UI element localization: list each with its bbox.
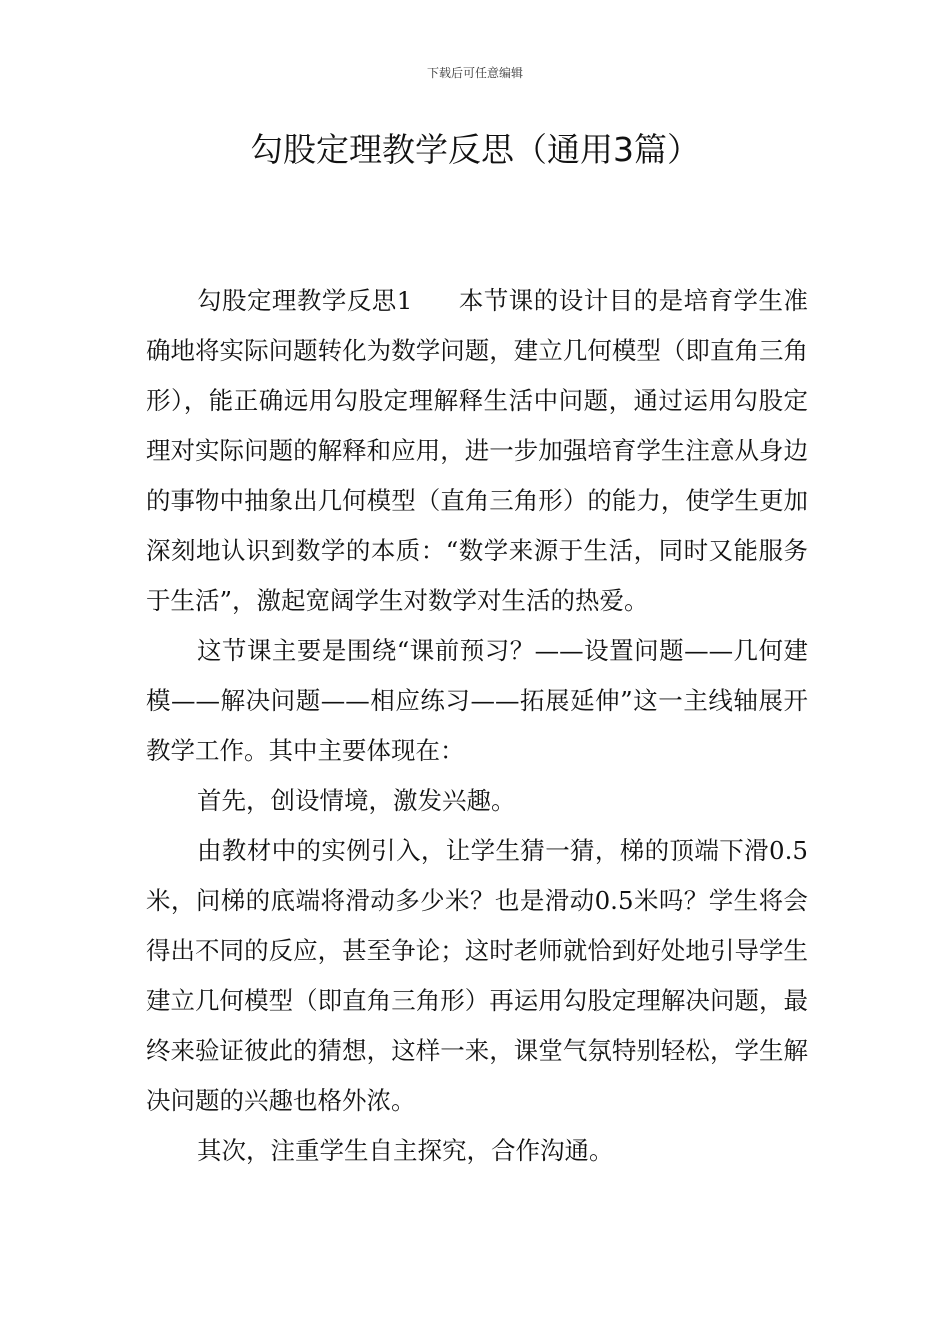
paragraph-3: 首先，创设情境，激发兴趣。 <box>197 786 516 815</box>
paragraph-2: 这节课主要是围绕“课前预习？——设置问题——几何建模——解决问题——相应练习——拓展延伸”这一主线轴展开教学工作。其中主要体现在： <box>146 636 808 765</box>
document-title: 勾股定理教学反思（通用3篇） <box>250 130 700 169</box>
paragraph-4: 由教材中的实例引入，让学生猜一猜，梯的顶端下滑0.5米，问梯的底端将滑动多少米？也是滑动0.5米吗？学生将会得出不同的反应，甚至争论；这时老师就恰到好处地引导学生建立几何模型（即直角三角形）再运用勾股定理解决问题，最终来验证彼此的猜想，这样一来，课堂气氛特别轻松，学生解决问题的兴趣也格外浓。 <box>146 836 808 1115</box>
header-note: 下载后可任意编辑 <box>426 66 523 80</box>
section-heading: 勾股定理教学反思1 <box>197 286 413 315</box>
paragraph-intro <box>146 276 808 626</box>
document-body <box>146 276 808 1176</box>
paragraph-5: 其次，注重学生自主探究，合作沟通。 <box>197 1136 614 1165</box>
paragraph-1-text: 本节课的设计目的是培育学生准确地将实际问题转化为数学问题，建立几何模型（即直角三角形），能正确远用勾股定理解释生活中问题，通过运用勾股定理对实际问题的解释和应用，进一步加强培育学生注意从身边的事物中抽象出几何模型（直角三角形）的能力，使学生更加深刻地认识到数学的本质：“数学来源于生活，同时又能服务于生活”，激起宽阔学生对数学对生活的热爱。 <box>146 286 808 615</box>
